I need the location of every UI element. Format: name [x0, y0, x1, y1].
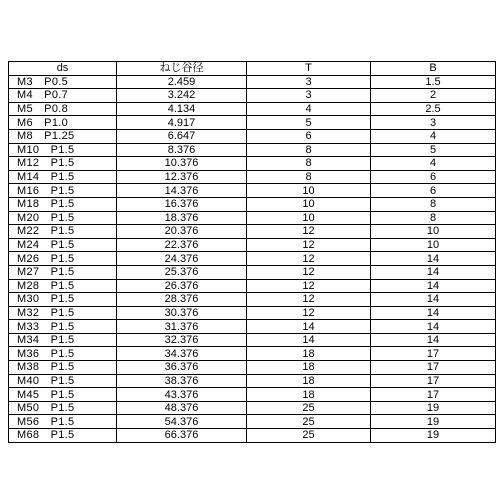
cell-t: 12 [247, 238, 371, 252]
cell-root-diameter: 66.376 [117, 429, 247, 443]
cell-b: 6 [371, 184, 496, 198]
table-header [9, 62, 496, 76]
thread-spec-table [8, 61, 496, 443]
cell-t: 18 [247, 374, 371, 388]
cell-b: 14 [371, 306, 496, 320]
cell-root-diameter: 24.376 [117, 252, 247, 266]
table-row [9, 238, 496, 252]
cell-root-diameter: 18.376 [117, 211, 247, 225]
table-row [9, 429, 496, 443]
cell-ds: M4 P0.7 [9, 89, 117, 103]
table-row [9, 279, 496, 293]
table-row [9, 265, 496, 279]
cell-t: 8 [247, 170, 371, 184]
cell-t: 10 [247, 184, 371, 198]
cell-t: 12 [247, 293, 371, 307]
cell-ds: M8 P1.25 [9, 129, 117, 143]
cell-root-diameter: 30.376 [117, 306, 247, 320]
cell-root-diameter: 34.376 [117, 347, 247, 361]
cell-b: 6 [371, 170, 496, 184]
table-row [9, 197, 496, 211]
cell-t: 8 [247, 157, 371, 171]
cell-b: 17 [371, 347, 496, 361]
table-row [9, 252, 496, 266]
cell-root-diameter: 54.376 [117, 415, 247, 429]
cell-ds: M38 P1.5 [9, 361, 117, 375]
cell-b: 10 [371, 238, 496, 252]
table-row [9, 129, 496, 143]
table-body [9, 75, 496, 442]
header-t: T [247, 62, 371, 76]
table-row [9, 116, 496, 130]
cell-root-diameter: 4.917 [117, 116, 247, 130]
cell-b: 14 [371, 333, 496, 347]
cell-ds: M16 P1.5 [9, 184, 117, 198]
table-row [9, 157, 496, 171]
cell-root-diameter: 22.376 [117, 238, 247, 252]
cell-b: 4 [371, 157, 496, 171]
cell-ds: M68 P1.5 [9, 429, 117, 443]
cell-t: 8 [247, 143, 371, 157]
cell-t: 14 [247, 333, 371, 347]
cell-t: 10 [247, 211, 371, 225]
cell-b: 14 [371, 265, 496, 279]
cell-t: 25 [247, 429, 371, 443]
table-row [9, 293, 496, 307]
cell-root-diameter: 31.376 [117, 320, 247, 334]
cell-ds: M24 P1.5 [9, 238, 117, 252]
cell-t: 10 [247, 197, 371, 211]
cell-root-diameter: 2.459 [117, 75, 247, 89]
cell-t: 6 [247, 129, 371, 143]
cell-ds: M22 P1.5 [9, 225, 117, 239]
table-row [9, 75, 496, 89]
cell-t: 14 [247, 320, 371, 334]
cell-b: 14 [371, 279, 496, 293]
cell-root-diameter: 38.376 [117, 374, 247, 388]
cell-ds: M32 P1.5 [9, 306, 117, 320]
cell-root-diameter: 6.647 [117, 129, 247, 143]
cell-b: 2 [371, 89, 496, 103]
table-row [9, 225, 496, 239]
cell-ds: M45 P1.5 [9, 388, 117, 402]
cell-t: 12 [247, 279, 371, 293]
cell-t: 3 [247, 75, 371, 89]
header-root-diameter: ねじ谷径 [117, 62, 247, 76]
cell-ds: M36 P1.5 [9, 347, 117, 361]
table-row [9, 388, 496, 402]
table-row [9, 170, 496, 184]
cell-ds: M14 P1.5 [9, 170, 117, 184]
table-row [9, 374, 496, 388]
cell-b: 2.5 [371, 102, 496, 116]
cell-ds: M18 P1.5 [9, 197, 117, 211]
cell-root-diameter: 32.376 [117, 333, 247, 347]
table-row [9, 306, 496, 320]
cell-ds: M5 P0.8 [9, 102, 117, 116]
cell-t: 4 [247, 102, 371, 116]
table-row [9, 401, 496, 415]
table-row [9, 102, 496, 116]
cell-root-diameter: 26.376 [117, 279, 247, 293]
cell-b: 19 [371, 415, 496, 429]
table-row [9, 347, 496, 361]
cell-b: 17 [371, 388, 496, 402]
cell-t: 12 [247, 252, 371, 266]
cell-t: 25 [247, 401, 371, 415]
cell-t: 12 [247, 306, 371, 320]
cell-t: 3 [247, 89, 371, 103]
cell-b: 19 [371, 401, 496, 415]
cell-t: 18 [247, 361, 371, 375]
table-row [9, 184, 496, 198]
table-row [9, 320, 496, 334]
cell-t: 18 [247, 347, 371, 361]
table-row [9, 415, 496, 429]
cell-root-diameter: 20.376 [117, 225, 247, 239]
cell-b: 8 [371, 197, 496, 211]
cell-ds: M33 P1.5 [9, 320, 117, 334]
cell-b: 14 [371, 252, 496, 266]
cell-ds: M34 P1.5 [9, 333, 117, 347]
cell-root-diameter: 16.376 [117, 197, 247, 211]
table-row [9, 143, 496, 157]
cell-t: 5 [247, 116, 371, 130]
cell-root-diameter: 8.376 [117, 143, 247, 157]
cell-b: 8 [371, 211, 496, 225]
cell-ds: M12 P1.5 [9, 157, 117, 171]
cell-t: 25 [247, 415, 371, 429]
header-b: B [371, 62, 496, 76]
cell-b: 17 [371, 374, 496, 388]
cell-t: 12 [247, 265, 371, 279]
cell-root-diameter: 36.376 [117, 361, 247, 375]
cell-ds: M56 P1.5 [9, 415, 117, 429]
cell-b: 5 [371, 143, 496, 157]
cell-root-diameter: 25.376 [117, 265, 247, 279]
cell-root-diameter: 12.376 [117, 170, 247, 184]
cell-root-diameter: 3.242 [117, 89, 247, 103]
cell-root-diameter: 43.376 [117, 388, 247, 402]
table-row [9, 333, 496, 347]
cell-b: 14 [371, 320, 496, 334]
cell-b: 10 [371, 225, 496, 239]
cell-b: 17 [371, 361, 496, 375]
cell-root-diameter: 4.134 [117, 102, 247, 116]
cell-root-diameter: 48.376 [117, 401, 247, 415]
cell-root-diameter: 28.376 [117, 293, 247, 307]
cell-ds: M26 P1.5 [9, 252, 117, 266]
cell-b: 14 [371, 293, 496, 307]
cell-ds: M6 P1.0 [9, 116, 117, 130]
table-row [9, 361, 496, 375]
cell-ds: M20 P1.5 [9, 211, 117, 225]
cell-b: 19 [371, 429, 496, 443]
cell-t: 18 [247, 388, 371, 402]
cell-ds: M50 P1.5 [9, 401, 117, 415]
cell-ds: M3 P0.5 [9, 75, 117, 89]
cell-ds: M10 P1.5 [9, 143, 117, 157]
header-ds: ds [9, 62, 117, 76]
table-row [9, 89, 496, 103]
cell-b: 1.5 [371, 75, 496, 89]
cell-ds: M27 P1.5 [9, 265, 117, 279]
cell-root-diameter: 14.376 [117, 184, 247, 198]
cell-root-diameter: 10.376 [117, 157, 247, 171]
cell-b: 3 [371, 116, 496, 130]
cell-t: 12 [247, 225, 371, 239]
header-row [9, 62, 496, 76]
cell-b: 4 [371, 129, 496, 143]
cell-ds: M40 P1.5 [9, 374, 117, 388]
cell-ds: M30 P1.5 [9, 293, 117, 307]
table-row [9, 211, 496, 225]
cell-ds: M28 P1.5 [9, 279, 117, 293]
